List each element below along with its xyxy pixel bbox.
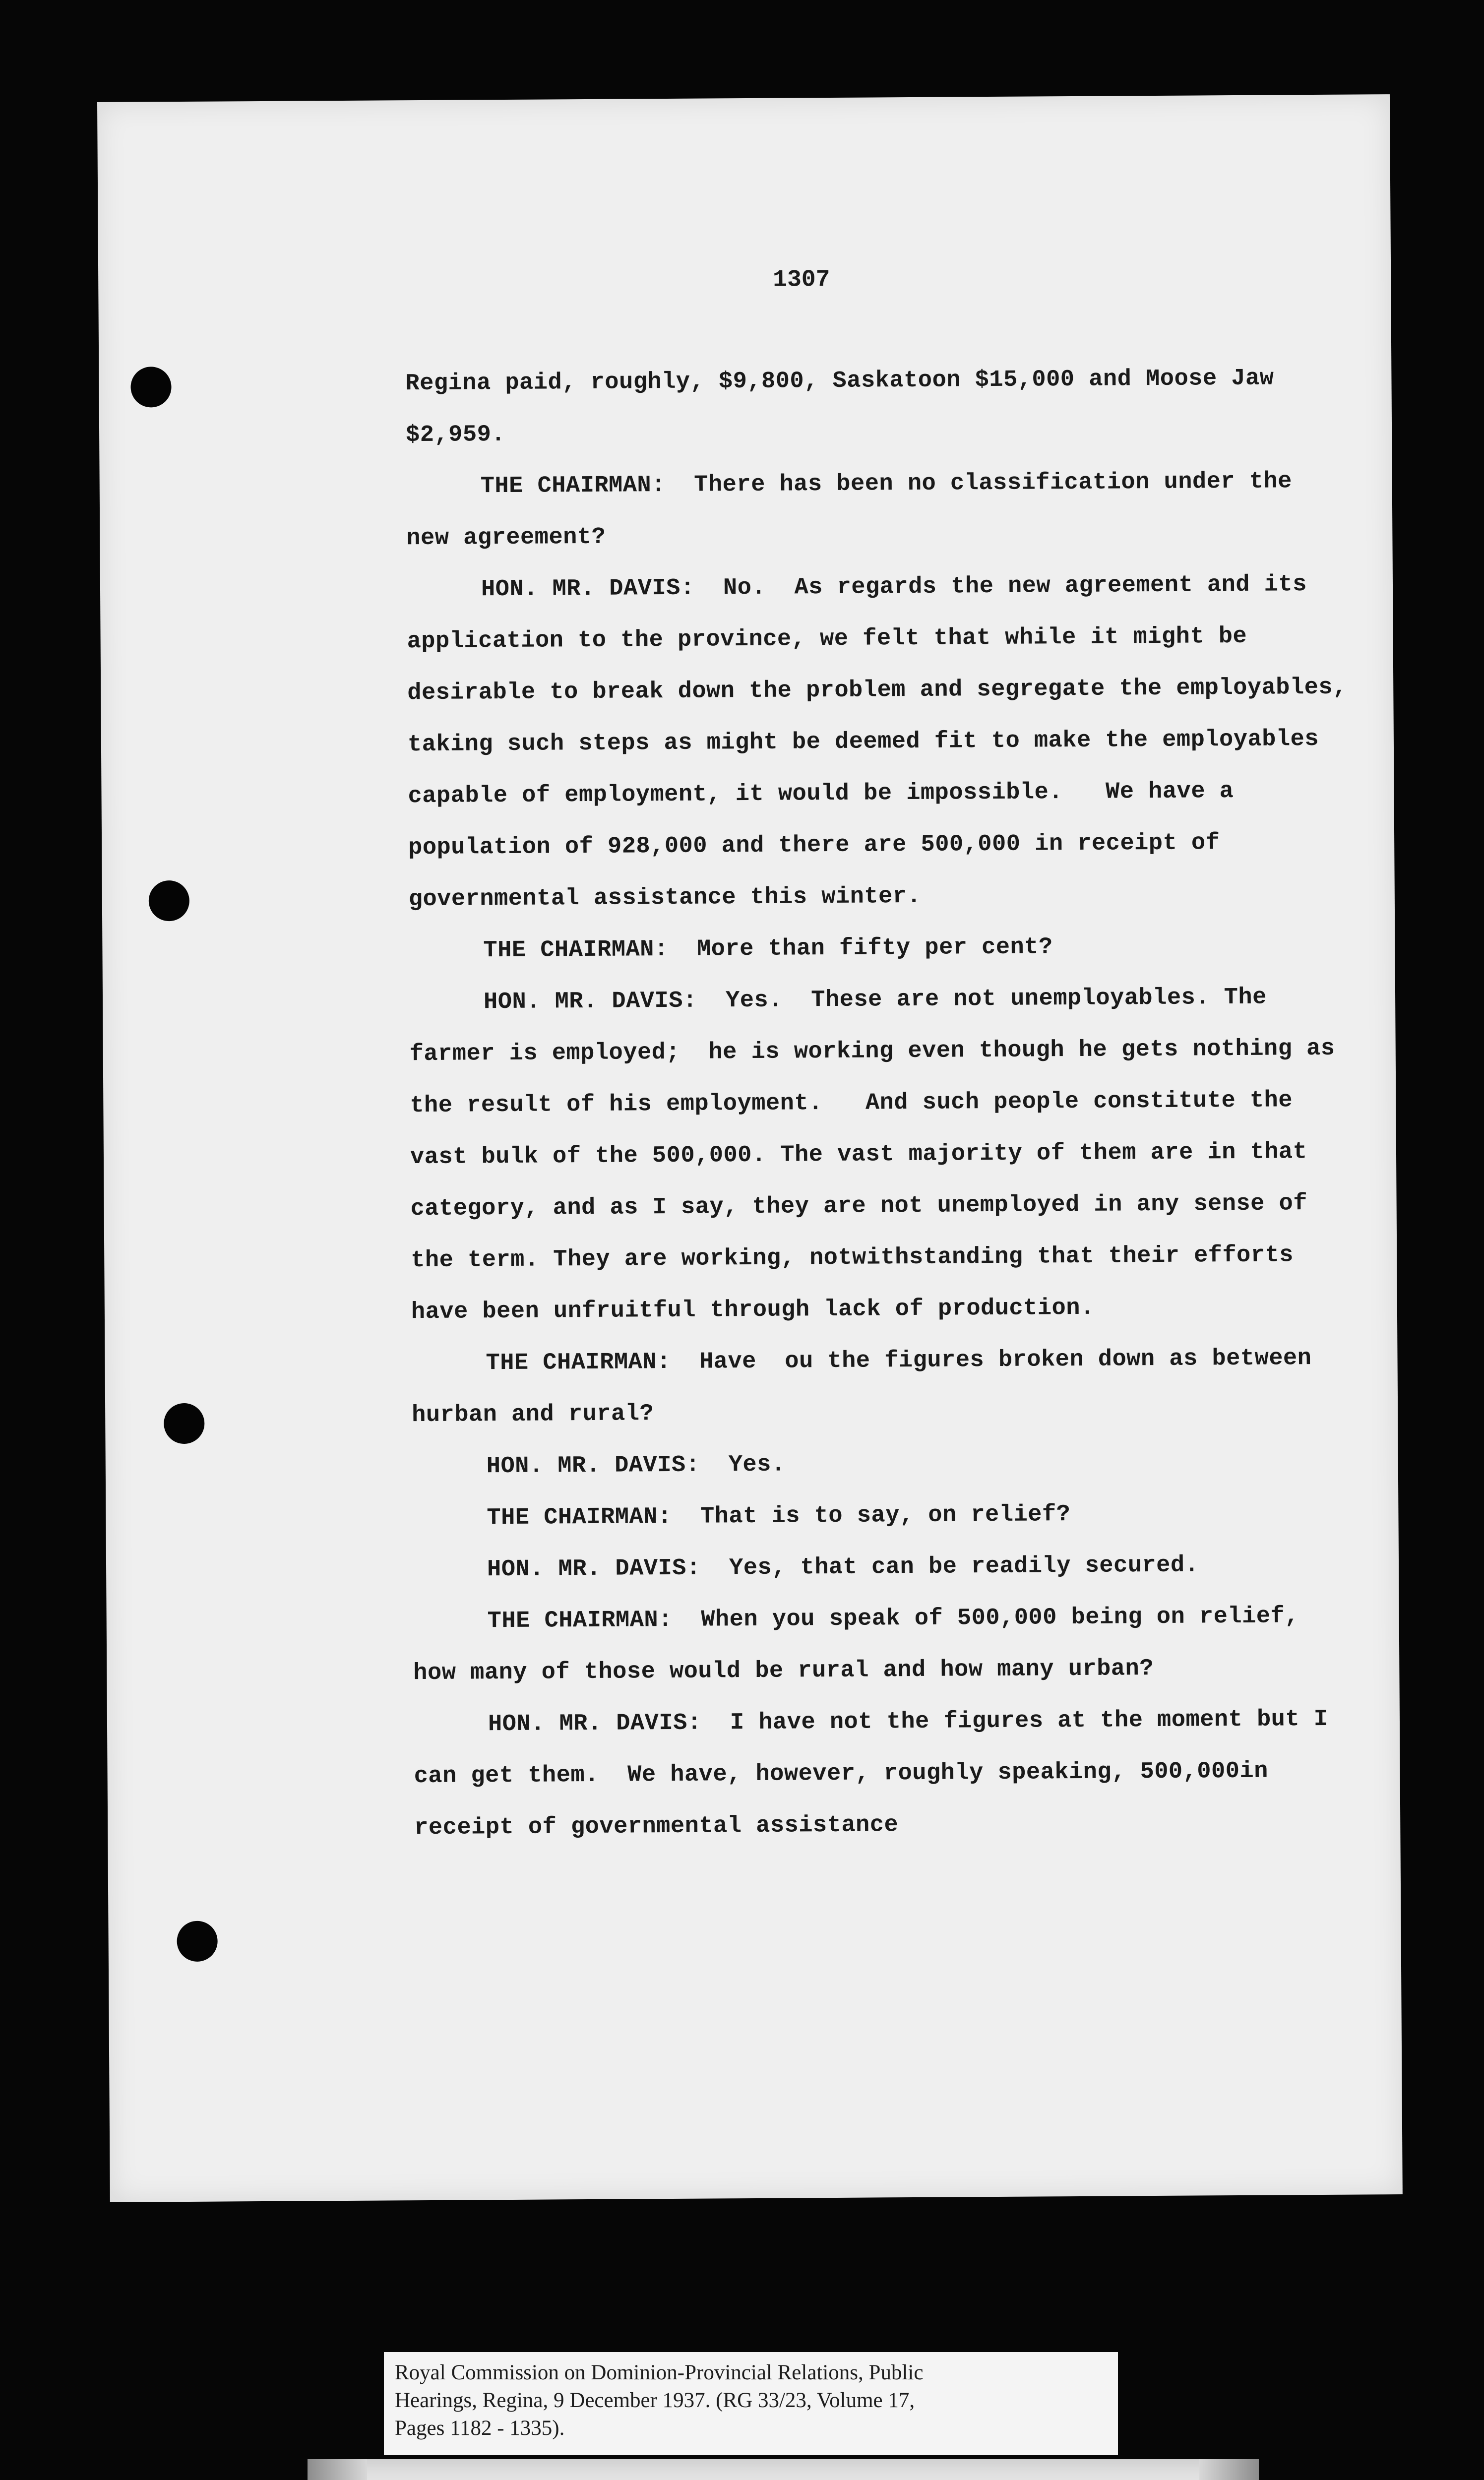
stamp-edge: [1199, 2459, 1259, 2480]
transcript-paragraph: HON. MR. DAVIS: Yes, that can be readily secured.: [487, 1552, 1199, 1583]
transcript-body: [405, 353, 1361, 1855]
transcript-paragraph: THE CHAIRMAN: That is to say, on relief?: [487, 1501, 1071, 1532]
transcript-paragraph: HON. MR. DAVIS: Yes. These are not unemployables. The farmer is employed; he is working even though he gets nothing as the result of his employment. And such people constitute the vast bulk of the 500,000. The vast majority of them are in that category, and as I say, they are not unemployed in any sense of the term. They are working, notwithstanding that their efforts have been unfruitful through lack of production.: [409, 984, 1350, 1326]
caption-line: Royal Commission on Dominion-Provincial Relations, Public: [395, 2361, 924, 2384]
transcript-paragraph: HON. MR. DAVIS: I have not the figures at the moment but I can get them. We have, however, roughly speaking, 500,000in receipt of governmental assistance: [414, 1706, 1343, 1842]
archives-stamp: [308, 2459, 1259, 2480]
transcript-paragraph: THE CHAIRMAN: There has been no classification under the new agreement?: [406, 468, 1306, 552]
punch-hole: [177, 1921, 217, 1962]
stamp-edge: [308, 2459, 367, 2480]
transcript-paragraph: Regina paid, roughly, $9,800, Saskatoon $15,000 and Moose Jaw $2,959.: [405, 365, 1289, 449]
transcript-paragraph: HON. MR. DAVIS: Yes.: [486, 1451, 786, 1480]
document-page: [97, 94, 1403, 2202]
transcript-paragraph: HON. MR. DAVIS: No. As regards the new agreement and its application to the province, we felt that while it might be desirable to break down the problem and segregate the employables, taking such steps as might be deemed fit to make the employables capable of employment, it would be impossible. We have a population of 928,000 and there are 500,000 in receipt of governmental assistance this winter.: [407, 571, 1361, 913]
transcript-paragraph: THE CHAIRMAN: When you speak of 500,000 being on relief, how many of those would be rural and how many urban?: [413, 1603, 1313, 1687]
punch-hole: [130, 367, 171, 407]
page-number: 1307: [773, 266, 830, 294]
punch-hole: [164, 1403, 204, 1444]
caption-line: Pages 1182 - 1335).: [395, 2417, 565, 2440]
transcript-paragraph: THE CHAIRMAN: Have ou the figures broken down as between hurban and rural?: [412, 1345, 1326, 1429]
punch-hole: [149, 880, 189, 921]
transcript-paragraph: THE CHAIRMAN: More than fifty per cent?: [483, 934, 1053, 964]
archive-caption: [384, 2352, 1118, 2455]
caption-line: Hearings, Regina, 9 December 1937. (RG 33/23, Volume 17,: [395, 2389, 915, 2412]
